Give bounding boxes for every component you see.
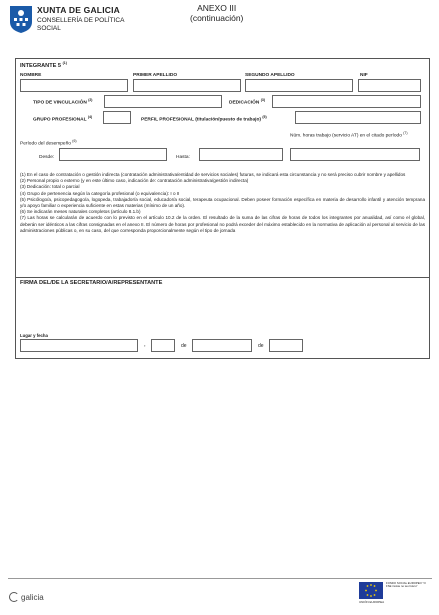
nif-label: NIF <box>360 73 368 78</box>
tipo-vinculacion-label <box>33 98 92 106</box>
day-field[interactable] <box>151 339 175 352</box>
section-title-sup: (1) <box>62 61 67 65</box>
annex-heading <box>190 3 243 23</box>
eu-flag-icon <box>359 582 383 599</box>
grupo-profesional-sup: (4) <box>87 115 93 119</box>
nif-field[interactable] <box>358 79 421 92</box>
segundo-apellido-field[interactable] <box>245 79 353 92</box>
footer-divider <box>8 578 432 579</box>
primer-apellido-label: PRIMER APELLIDO <box>133 73 178 78</box>
note-item: (6) Se indicarán meses naturales completos (artículo 8.1.b) <box>20 209 141 215</box>
notes-list <box>20 172 425 234</box>
department-line-2: SOCIAL <box>37 25 61 32</box>
xunta-logo-icon <box>8 4 34 34</box>
note-item: (5) Psicólogo/a, psicopedagogo/a, logopeda, trabajador/a social, educador/a social, terapeuta ocupacional. Deben poseer formación específica en materia de desarrollo infantil y atención temprana y/o apoyo familiar o experiencia suficiente en estas materias (mínimo de un año). <box>20 196 425 209</box>
de-label-2: de <box>258 343 264 349</box>
grupo-profesional-text: GRUPO PROFESIONAL <box>33 117 87 123</box>
perfil-profesional-sup: (5) <box>262 115 267 119</box>
tipo-vinculacion-sup: (2) <box>88 98 93 102</box>
dedicacion-sup: (3) <box>260 98 266 102</box>
year-field[interactable] <box>269 339 303 352</box>
place-field[interactable] <box>20 339 138 352</box>
horas-trabajo-field[interactable] <box>290 148 420 161</box>
perfil-profesional-label <box>141 115 267 123</box>
galicia-swirl-icon <box>9 592 19 602</box>
desde-field[interactable] <box>59 148 167 161</box>
eu-fund-text: FONDO SOCIAL EUROPEO "O FSE inviste no teu futuro" <box>386 581 426 589</box>
signature-title: FIRMA DEL/DE LA SECRETARIO/A/REPRESENTANTE <box>20 280 163 286</box>
eu-label: UNIÓN EUROPEA <box>359 600 385 604</box>
periodo-desempeno-sup: (6) <box>72 139 77 143</box>
department-name <box>37 17 157 33</box>
dedicacion-text: DEDICACIÓN <box>229 100 260 106</box>
comma-separator: , <box>144 342 146 348</box>
de-label-1: de <box>181 343 187 349</box>
primer-apellido-field[interactable] <box>133 79 241 92</box>
dedicacion-field[interactable] <box>272 95 421 108</box>
perfil-profesional-text: PERFIL PROFESIONAL (titulación/puesto de trabajo) <box>141 117 262 123</box>
hasta-field[interactable] <box>199 148 283 161</box>
horas-trabajo-label <box>290 130 420 140</box>
annex-title: ANEXO III <box>197 3 237 13</box>
hasta-label: Hasta: <box>176 155 190 160</box>
dedicacion-label <box>229 98 265 106</box>
note-item: (4) Grupo de pertenencia según la categoría profesional (o equivalencia): I o II <box>20 190 180 196</box>
nombre-field[interactable] <box>20 79 128 92</box>
tipo-vinculacion-field[interactable] <box>104 95 222 108</box>
horas-trabajo-sup: (7) <box>403 131 408 135</box>
grupo-profesional-field[interactable] <box>103 111 131 124</box>
place-date-label: Lugar y fecha <box>20 333 48 338</box>
org-name: XUNTA DE GALICIA <box>37 5 121 15</box>
grupo-profesional-label <box>33 115 92 123</box>
galicia-brand-text: galicia <box>21 592 44 602</box>
note-item: (3) Dedicación: total o parcial <box>20 184 80 190</box>
department-line-1: CONSELLERÍA DE POLÍTICA <box>37 17 125 24</box>
tipo-vinculacion-text: TIPO DE VINCULACIÓN <box>33 100 87 106</box>
perfil-profesional-field[interactable] <box>295 111 421 124</box>
note-item: (2) Personal propio o externo (y en este último caso, indicación de: contratación administrativa/gestión indirecta) <box>20 178 249 184</box>
galicia-brand <box>9 592 44 602</box>
desde-label: Desde: <box>39 155 55 160</box>
note-item: (7) Las horas se calcularán de acuerdo con lo previsto en el artículo 10.2 de la orden. El resultado de la suma de las cifras de horas de todos los integrantes por anualidad, así como el global, deberán ser idénticos a las cifras consignadas en el anexo II. El número de horas por profesional no podrá exceder del máximo establecido en la normativa de aplicación al personal al servicio de las administraciones públicas o, en su caso, del que corresponda proporcionalmente según el tipo de jornada <box>20 215 425 233</box>
periodo-desempeno-label <box>20 139 77 147</box>
horas-trabajo-text: Núm. horas trabajo (servicio AT) en el citado período <box>290 133 402 139</box>
annex-subtitle: (continuación) <box>190 13 244 23</box>
segundo-apellido-label: SEGUNDO APELLIDO <box>245 73 295 78</box>
month-field[interactable] <box>192 339 252 352</box>
note-item: (1) En el caso de contratación o gestión indirecta (contratación administrativa/entidad de servicios sociales) futuras, se indicará esta circunstancia y no será preciso cubrir nombre y apellidos <box>20 172 406 177</box>
section-title <box>20 61 67 69</box>
nombre-label: NOMBRE <box>20 73 42 78</box>
periodo-desempeno-text: Período del desempeño <box>20 141 71 147</box>
eu-fund-block <box>359 582 430 604</box>
section-title-text: INTEGRANTE 5 <box>20 62 62 69</box>
